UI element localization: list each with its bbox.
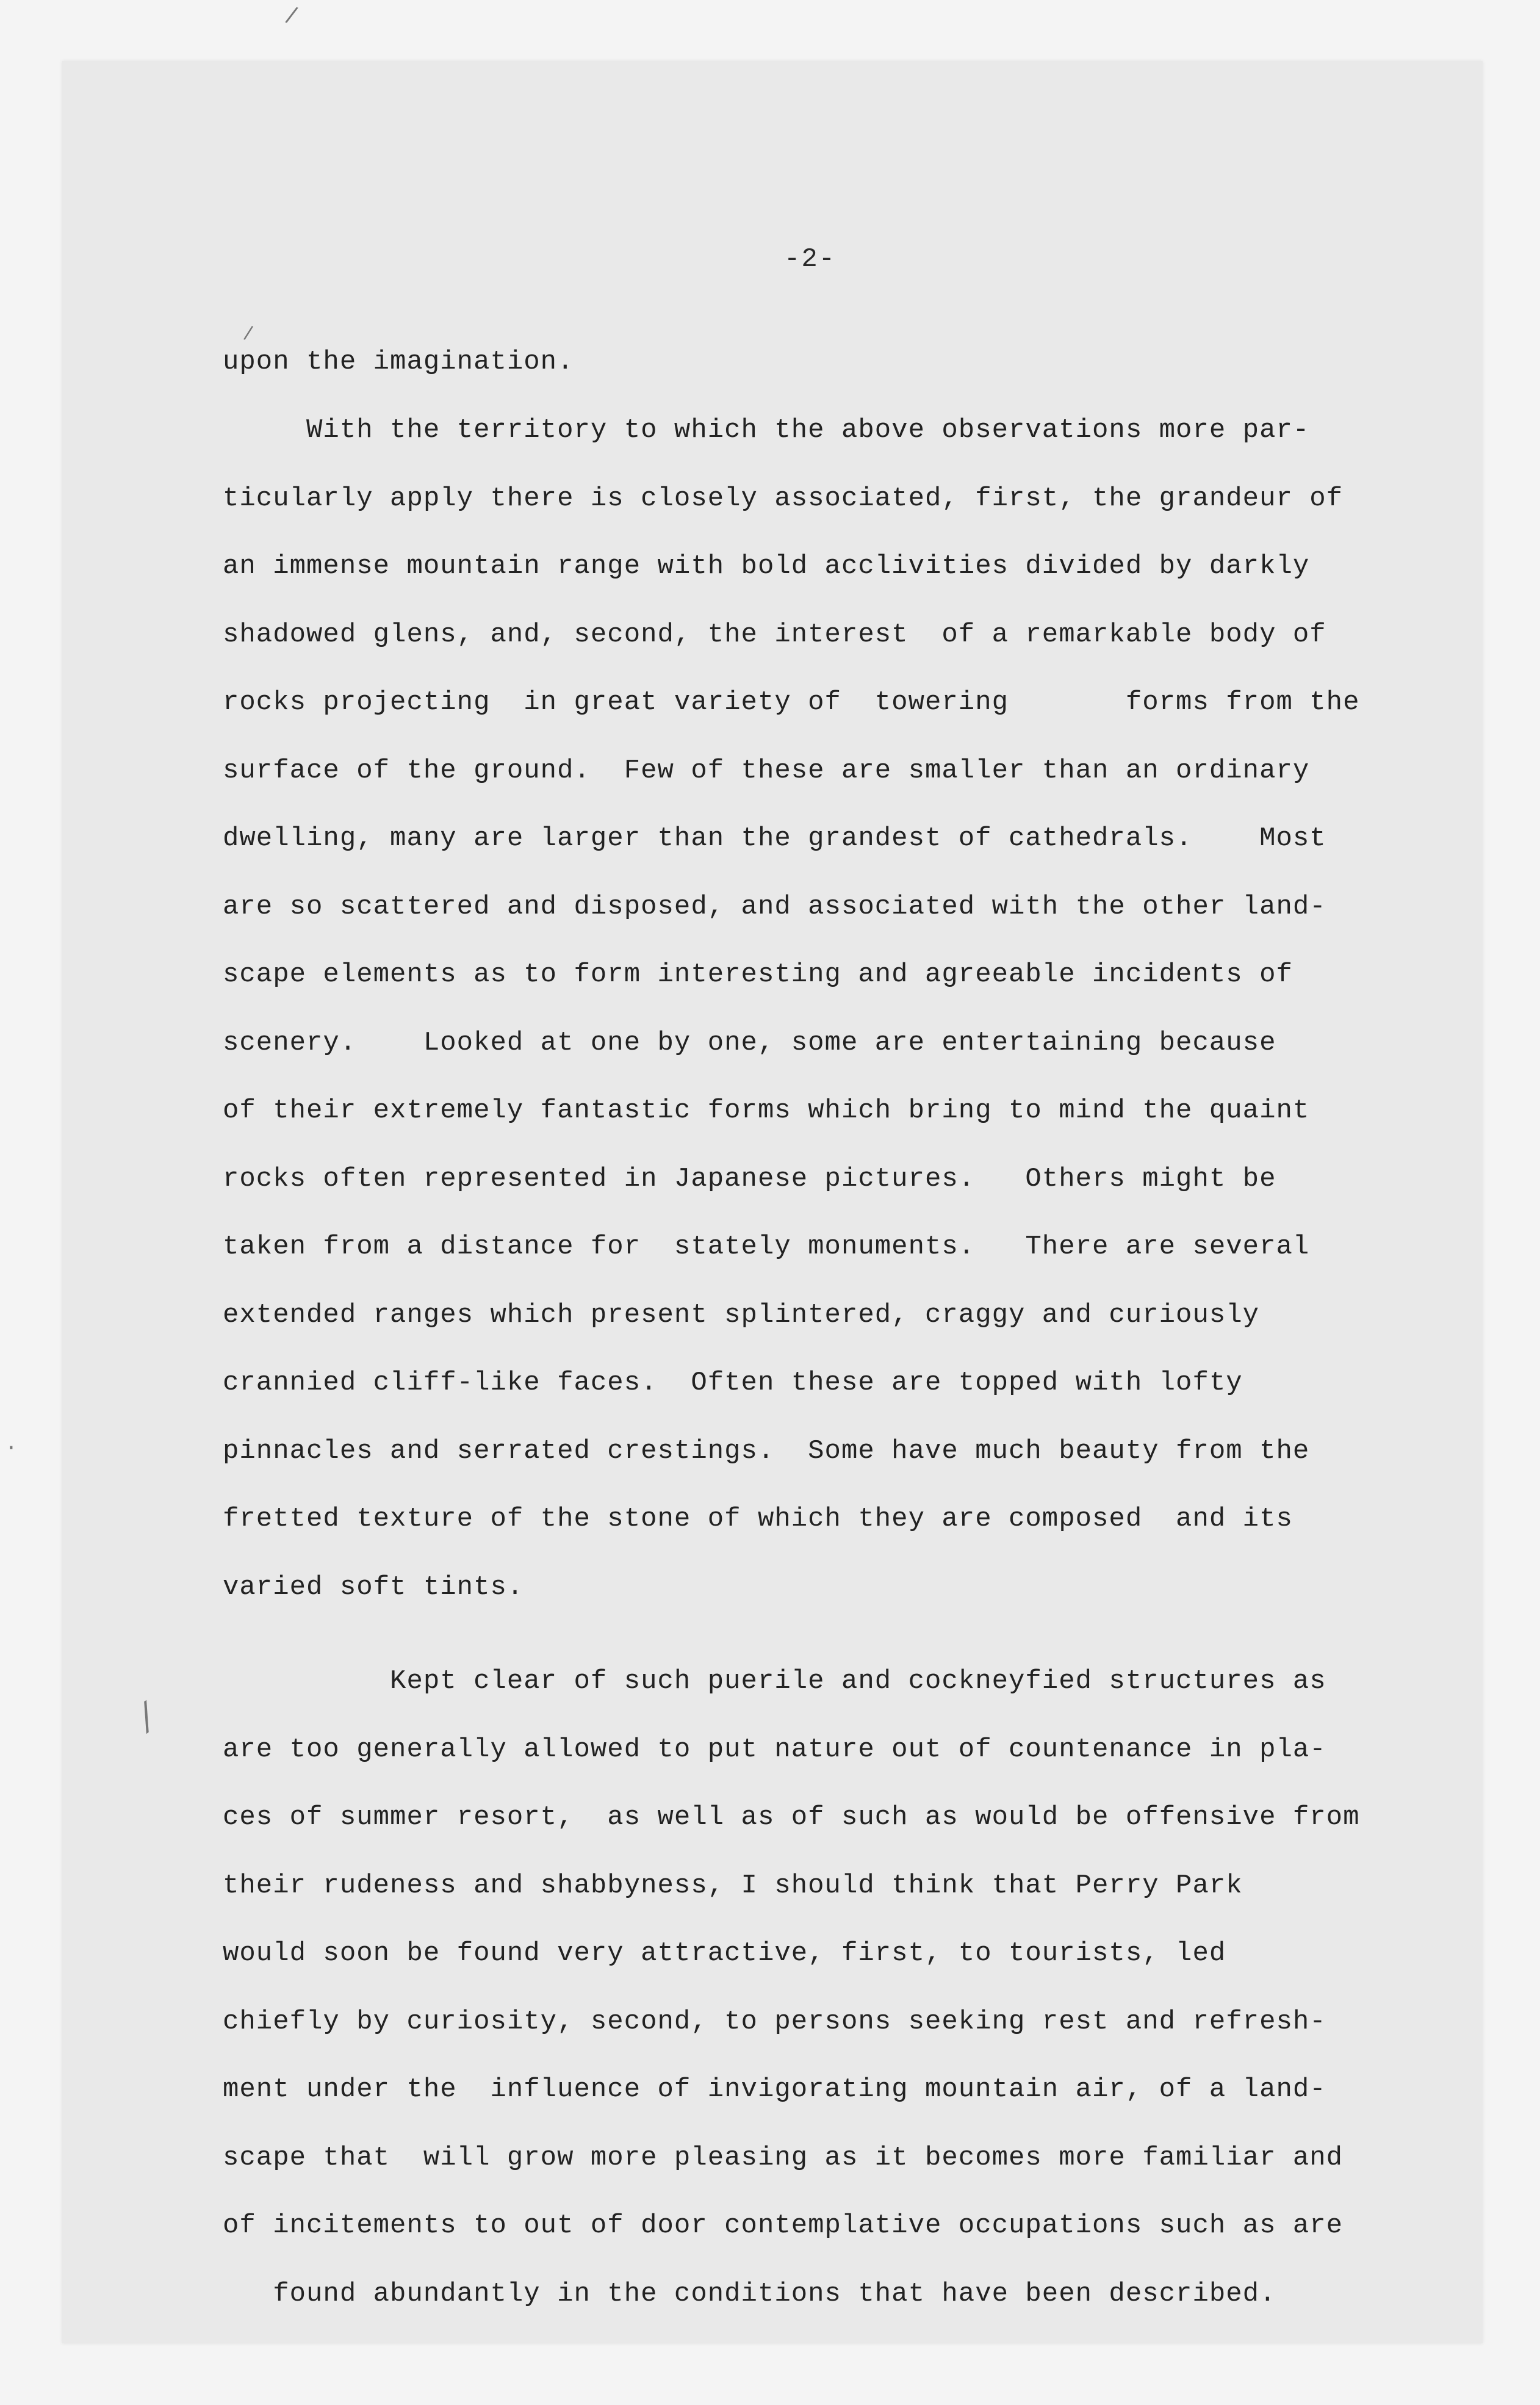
text-line: found abundantly in the conditions that have been described. xyxy=(223,2278,1276,2309)
text-line: their rudeness and shabbyness, I should think that Perry Park xyxy=(223,1870,1243,1901)
text-line: chiefly by curiosity, second, to persons seeking rest and refresh- xyxy=(223,2006,1326,2037)
text-line: extended ranges which present splintered, craggy and curiously xyxy=(223,1299,1260,1330)
typed-page xyxy=(62,61,1483,2343)
text-line: upon the imagination. xyxy=(223,347,574,377)
text-line: dwelling, many are larger than the grandest of cathedrals. Most xyxy=(223,823,1326,854)
text-line: are so scattered and disposed, and associated with the other land- xyxy=(223,891,1326,922)
text-line: ces of summer resort, as well as of such as would be offensive from xyxy=(223,1802,1360,1833)
text-line: rocks projecting in great variety of towering forms from the xyxy=(223,687,1360,718)
stray-pencil-mark: / xyxy=(284,2,300,28)
text-line: Kept clear of such puerile and cockneyfied structures as xyxy=(223,1666,1326,1696)
text-line: surface of the ground. Few of these are smaller than an ordinary xyxy=(223,755,1310,786)
text-line: of their extremely fantastic forms which bring to mind the quaint xyxy=(223,1095,1310,1126)
text-line: crannied cliff-like faces. Often these are topped with lofty xyxy=(223,1368,1243,1398)
text-line: scenery. Looked at one by one, some are entertaining because xyxy=(223,1027,1276,1058)
text-line: pinnacles and serrated crestings. Some have much beauty from the xyxy=(223,1435,1310,1466)
text-line: scape that will grow more pleasing as it becomes more familiar and xyxy=(223,2142,1344,2173)
text-line: ticularly apply there is closely associated, first, the grandeur of xyxy=(223,483,1344,514)
text-line: an immense mountain range with bold acclivities divided by darkly xyxy=(223,551,1310,582)
text-line: ment under the influence of invigorating mountain air, of a land- xyxy=(223,2074,1326,2105)
text-line: would soon be found very attractive, first, to tourists, led xyxy=(223,1938,1226,1969)
page-number: -2- xyxy=(784,244,837,275)
text-line: of incitements to out of door contemplative occupations such as are xyxy=(223,2210,1344,2241)
margin-dot: · xyxy=(7,1434,15,1462)
text-line: varied soft tints. xyxy=(223,1571,524,1603)
text-line: fretted texture of the stone of which they are composed and its xyxy=(223,1504,1293,1534)
text-line: are too generally allowed to put nature out of countenance in pla- xyxy=(223,1734,1326,1765)
text-line: shadowed glens, and, second, the interest of a remarkable body of xyxy=(223,619,1326,650)
text-line: rocks often represented in Japanese pictures. Others might be xyxy=(223,1163,1276,1194)
text-line: scape elements as to form interesting and agreeable incidents of xyxy=(223,959,1293,990)
text-line: With the territory to which the above observations more par- xyxy=(223,415,1310,445)
margin-pencil-mark: ⁄ xyxy=(132,1698,162,1737)
stray-pencil-mark: / xyxy=(242,322,254,344)
text-line: taken from a distance for stately monuments. There are several xyxy=(223,1231,1310,1262)
